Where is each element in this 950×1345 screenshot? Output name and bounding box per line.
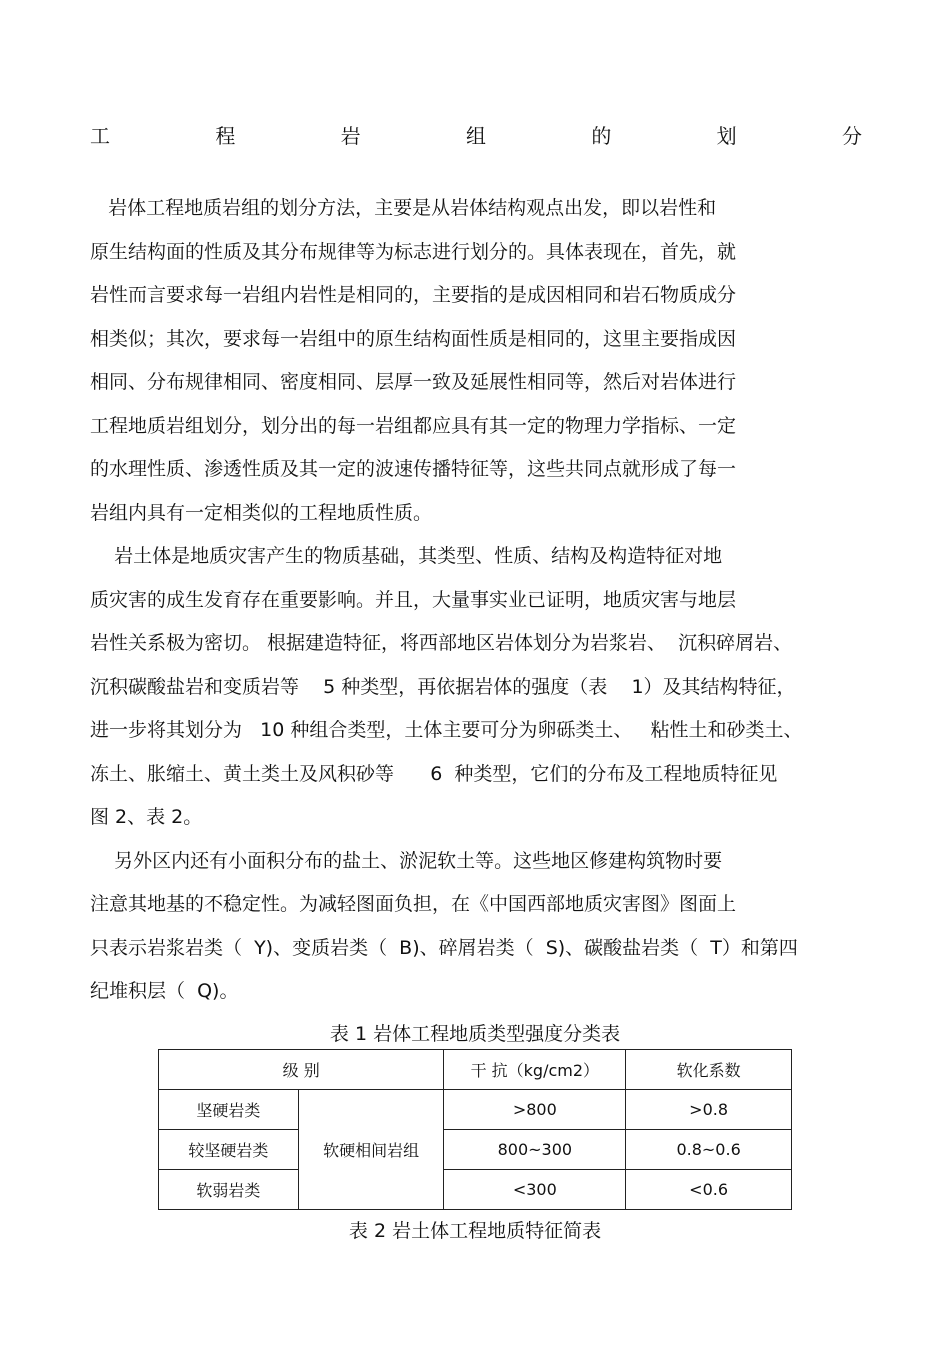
paragraph-line: 岩土体是地质灾害产生的物质基础，其类型、性质、结构及构造特征对地 bbox=[90, 545, 723, 567]
paragraph-line: 注意其地基的不稳定性。为减轻图面负担，在《中国西部地质灾害图》图面上 bbox=[90, 893, 737, 915]
table1-caption: 表 1 岩体工程地质类型强度分类表 bbox=[329, 1023, 621, 1045]
paragraph-line: 纪堆积层（ Q)。 bbox=[90, 980, 239, 1002]
title-char: 岩 bbox=[340, 124, 361, 148]
title-char: 组 bbox=[465, 124, 486, 148]
cell-softening: >0.8 bbox=[626, 1090, 792, 1130]
cell-strength: <300 bbox=[444, 1170, 626, 1210]
paragraph-line: 另外区内还有小面积分布的盐土、淤泥软土等。这些地区修建构筑物时要 bbox=[90, 850, 723, 872]
title-char: 工 bbox=[90, 124, 110, 148]
paragraph-line: 冻土、胀缩土、黄土类土及风积砂等 6 种类型，它们的分布及工程地质特征见 bbox=[90, 763, 778, 785]
table2-caption: 表 2 岩土体工程地质特征简表 bbox=[348, 1220, 602, 1242]
paragraph-line: 只表示岩浆岩类（ Y)、变质岩类（ B)、碎屑岩类（ S)、碳酸盐岩类（ T）和第四 bbox=[90, 937, 798, 959]
cell-category: 坚硬岩类 bbox=[159, 1090, 299, 1130]
paragraph-line: 相类似；其次，要求每一岩组中的原生结构面性质是相同的，这里主要指成因 bbox=[90, 328, 737, 350]
table-row bbox=[159, 1170, 792, 1210]
rock-strength-table bbox=[158, 1049, 792, 1210]
header-level: 级 别 bbox=[159, 1050, 444, 1090]
paragraph-line: 相同、分布规律相同、密度相同、层厚一致及延展性相同等，然后对岩体进行 bbox=[90, 371, 737, 393]
title-char: 划 bbox=[716, 124, 737, 148]
paragraph-line: 工程地质岩组划分，划分出的每一岩组都应具有其一定的物理力学指标、一定 bbox=[90, 415, 737, 437]
cell-softening: 0.8~0.6 bbox=[626, 1130, 792, 1170]
cell-strength: 800~300 bbox=[444, 1130, 626, 1170]
header-strength: 干 抗（kg/cm2） bbox=[444, 1050, 626, 1090]
paragraph-line: 岩体工程地质岩组的划分方法，主要是从岩体结构观点出发，即以岩性和 bbox=[90, 197, 717, 219]
cell-group-label: 软硬相间岩组 bbox=[298, 1090, 444, 1210]
title-char: 的 bbox=[591, 124, 612, 148]
paragraph-line: 岩组内具有一定相类似的工程地质性质。 bbox=[90, 502, 433, 524]
title-char: 程 bbox=[215, 124, 236, 148]
paragraph-line: 质灾害的成生发育存在重要影响。并且，大量事实业已证明，地质灾害与地层 bbox=[90, 589, 737, 611]
cell-softening: <0.6 bbox=[626, 1170, 792, 1210]
paragraph-line: 沉积碳酸盐岩和变质岩等 5 种类型，再依据岩体的强度（表 1）及其结构特征， bbox=[90, 676, 796, 698]
title-char: 分 bbox=[841, 124, 862, 148]
cell-strength: >800 bbox=[444, 1090, 626, 1130]
cell-category: 较坚硬岩类 bbox=[159, 1130, 299, 1170]
header-softening: 软化系数 bbox=[626, 1050, 792, 1090]
table-header-row bbox=[159, 1050, 792, 1090]
paragraph-line: 图 2、表 2。 bbox=[90, 806, 203, 828]
paragraph-line: 岩性而言要求每一岩组内岩性是相同的，主要指的是成因相同和岩石物质成分 bbox=[90, 284, 737, 306]
paragraph-line: 进一步将其划分为 10 种组合类型，土体主要可分为卵砾类土、 粘性土和砂类土、 bbox=[90, 719, 803, 741]
document-title bbox=[90, 122, 862, 150]
paragraph-line: 的水理性质、渗透性质及其一定的波速传播特征等，这些共同点就形成了每一 bbox=[90, 458, 737, 480]
paragraph-line: 岩性关系极为密切。 根据建造特征，将西部地区岩体划分为岩浆岩、 沉积碎屑岩、 bbox=[90, 632, 793, 654]
paragraph-line: 原生结构面的性质及其分布规律等为标志进行划分的。具体表现在，首先，就 bbox=[90, 241, 737, 263]
cell-category: 软弱岩类 bbox=[159, 1170, 299, 1210]
table-row bbox=[159, 1090, 792, 1130]
table-row bbox=[159, 1130, 792, 1170]
